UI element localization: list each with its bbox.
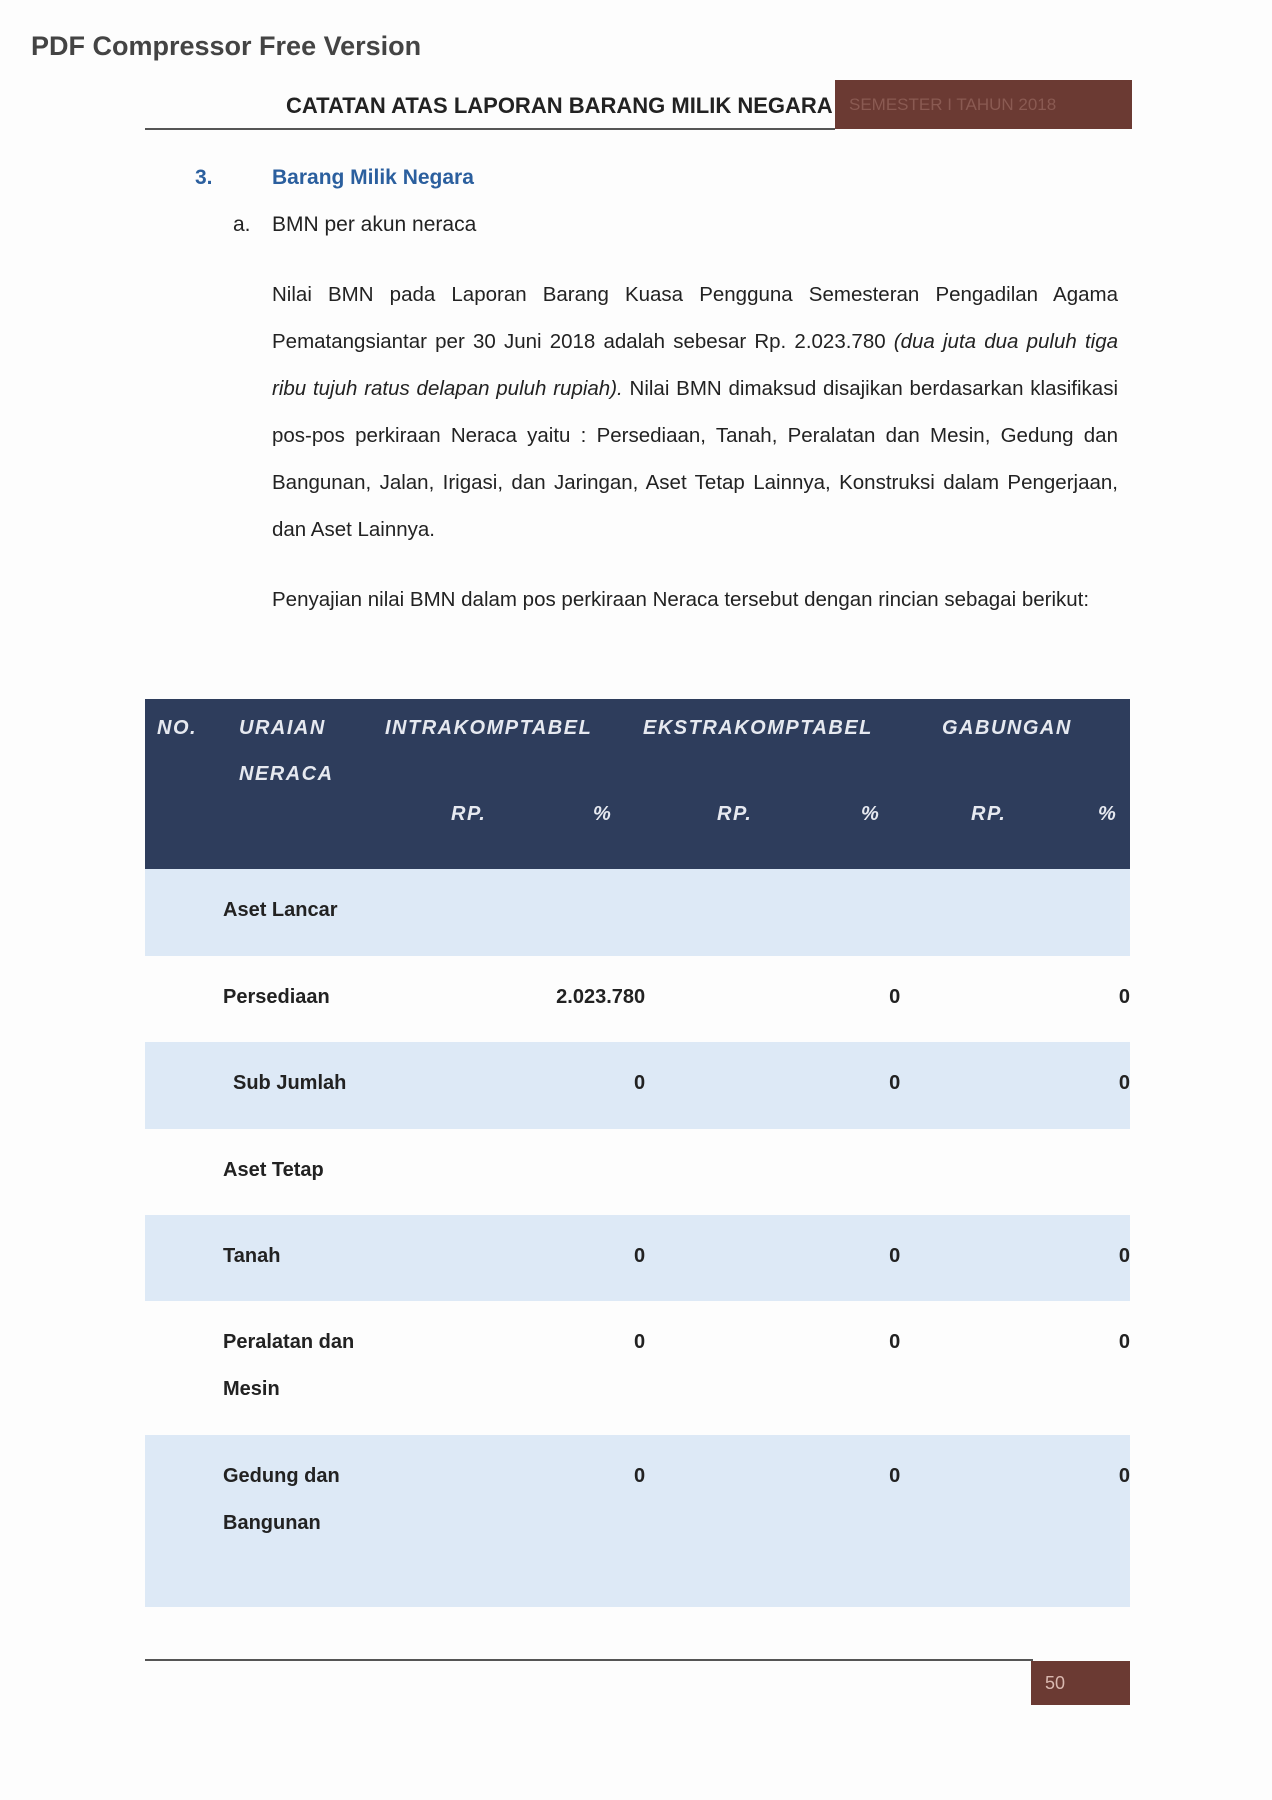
paragraph-1-text: Nilai BMN pada Laporan Barang Kuasa Pengguna Semesteran Pengadilan Agama Pematangsiantar per 30 Juni 2018 adalah sebesar Rp. 2.023.780 <box>272 283 1118 353</box>
intra-value: 2.023.780 <box>556 986 646 1008</box>
col-ekstra-pct: % <box>861 803 881 825</box>
bmn-table <box>145 699 1130 1607</box>
row-label: Aset Tetap <box>223 1159 324 1181</box>
page-number: 50 <box>1031 1661 1130 1705</box>
row-label: Aset Lancar <box>223 899 338 921</box>
subsection-letter: a. <box>233 213 251 236</box>
header-badge: SEMESTER I TAHUN 2018 <box>835 80 1132 129</box>
section-number: 3. <box>195 166 213 189</box>
header-divider <box>145 128 835 130</box>
intra-value <box>462 869 645 956</box>
intra-value: 0 <box>634 1331 646 1353</box>
table-row <box>145 869 1130 956</box>
subsection-title: BMN per akun neraca <box>272 213 477 236</box>
gabungan-value: 0 <box>1118 1331 1130 1353</box>
paragraph-1-text-2: Nilai BMN dimaksud disajikan berdasarkan klasifikasi pos-pos perkiraan Neraca yaitu : Persediaan, Tanah, Peralatan dan Mesin, Gedung dan Bangunan, Jalan, Irigasi, dan Jaringan, Aset Tetap Lainnya, Konstruksi dalam Pengerjaan, dan Aset Lainnya. <box>272 377 1118 541</box>
ekstra-value <box>645 1129 900 1215</box>
header-title: CATATAN ATAS LAPORAN BARANG MILIK NEGARA <box>286 93 833 118</box>
col-intra-pct: % <box>593 803 613 825</box>
table-row <box>145 1215 1130 1301</box>
gabungan-value: 0 <box>1118 1245 1130 1267</box>
row-label: Sub Jumlah <box>233 1072 347 1094</box>
gabungan-value: 0 <box>1118 1072 1130 1094</box>
ekstra-value: 0 <box>889 986 901 1008</box>
col-intra: INTRAKOMPTABEL <box>385 717 593 739</box>
row-label: Peralatan dan Mesin <box>223 1331 355 1400</box>
row-label: Gedung dan Bangunan <box>223 1465 340 1534</box>
col-ekstra-rp: RP. <box>717 803 753 825</box>
row-label: Persediaan <box>223 986 330 1008</box>
ekstra-value: 0 <box>889 1072 901 1094</box>
gabungan-value: 0 <box>1118 1465 1130 1487</box>
col-uraian: URAIAN <box>239 717 326 739</box>
col-gab-rp: RP. <box>971 803 1007 825</box>
intra-value: 0 <box>634 1465 646 1487</box>
col-ekstra: EKSTRAKOMPTABEL <box>643 717 873 739</box>
gabungan-value <box>900 1129 1130 1215</box>
col-no: NO. <box>157 717 198 739</box>
table-row <box>145 1435 1130 1607</box>
table-row <box>145 1042 1130 1129</box>
ekstra-value: 0 <box>889 1245 901 1267</box>
section-title: Barang Milik Negara <box>272 166 474 189</box>
col-gab-pct: % <box>1098 803 1118 825</box>
table-header <box>145 699 1130 869</box>
col-intra-rp: RP. <box>451 803 487 825</box>
intra-value <box>462 1129 645 1215</box>
ekstra-value: 0 <box>889 1465 901 1487</box>
watermark: PDF Compressor Free Version <box>31 31 422 61</box>
ekstra-value <box>645 869 900 956</box>
paragraph-2: Penyajian nilai BMN dalam pos perkiraan Neraca tersebut dengan rincian sebagai berikut: <box>272 588 1090 611</box>
table-row <box>145 956 1130 1042</box>
col-gabungan: GABUNGAN <box>942 717 1072 739</box>
paragraph-1-italic: (dua juta dua puluh tiga ribu tujuh ratus delapan puluh rupiah). <box>272 330 1118 400</box>
intra-value: 0 <box>634 1072 646 1094</box>
col-uraian-2: NERACA <box>239 763 334 785</box>
row-label: Tanah <box>223 1245 281 1267</box>
footer-divider <box>145 1659 1033 1661</box>
gabungan-value <box>900 869 1130 956</box>
gabungan-value: 0 <box>1118 986 1130 1008</box>
table-row <box>145 1129 1130 1215</box>
intra-value: 0 <box>634 1245 646 1267</box>
paragraph-1 <box>272 271 1118 553</box>
ekstra-value: 0 <box>889 1331 901 1353</box>
table-row <box>145 1301 1130 1435</box>
